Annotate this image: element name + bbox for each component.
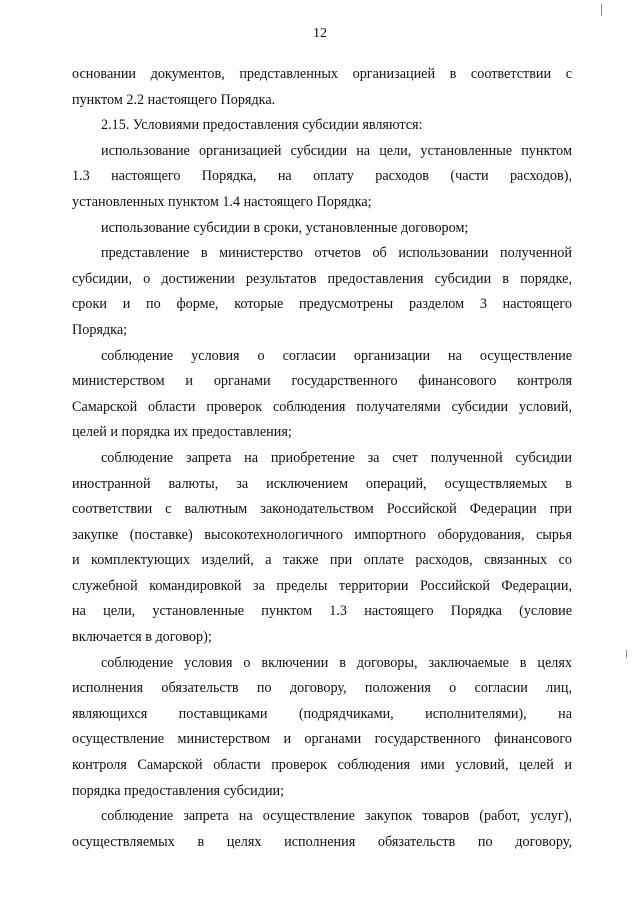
text-line: субсидии, о достижении результатов предоставления субсидии в порядке,	[72, 270, 572, 287]
paragraph	[72, 139, 572, 216]
paragraph	[72, 344, 572, 446]
scan-mark	[626, 650, 627, 658]
text-line: сроки и по форме, которые предусмотрены разделом 3 настоящего	[72, 296, 572, 313]
paragraph	[72, 216, 572, 242]
text-line: на цели, установленные пунктом 1.3 настоящего Порядка (условие	[72, 603, 572, 620]
text-line: Самарской области проверок соблюдения получателями субсидии условий,	[72, 398, 572, 415]
paragraph	[72, 651, 572, 805]
text-line: соблюдение условия о согласии организации на осуществление	[101, 347, 572, 364]
text-line: соответствии с валютным законодательством Российской Федерации при	[72, 501, 572, 518]
text-line: министерством и органами государственного финансового контроля	[72, 373, 572, 390]
text-line: соблюдение условия о включении в договоры, заключаемые в целях	[101, 654, 572, 671]
paragraph	[72, 241, 572, 343]
text-line: иностранной валюты, за исключением операций, осуществляемых в	[72, 475, 572, 492]
text-line: соблюдение запрета на осуществление закупок товаров (работ, услуг),	[101, 808, 572, 825]
paragraph	[72, 446, 572, 651]
text-line: использование субсидии в сроки, установленные договором;	[101, 219, 469, 236]
text-line: использование организацией субсидии на цели, установленные пунктом	[101, 142, 572, 159]
text-line: представление в министерство отчетов об использовании полученной	[101, 245, 572, 262]
text-line: контроля Самарской области проверок соблюдения ими условий, целей и	[72, 757, 572, 774]
text-line: Порядка;	[72, 321, 128, 338]
text-line: целей и порядка их предоставления;	[72, 424, 292, 441]
text-line: служебной командировкой за пределы территории Российской Федерации,	[72, 577, 572, 594]
text-line: осуществляемых в целях исполнения обязательств по договору,	[72, 833, 572, 850]
paragraph	[72, 62, 572, 113]
text-line: 1.3 настоящего Порядка, на оплату расходов (части расходов),	[72, 168, 572, 185]
paragraph	[72, 804, 572, 855]
paragraph	[72, 113, 572, 139]
scan-mark	[601, 4, 602, 16]
text-line: являющихся поставщиками (подрядчиками, исполнителями), на	[72, 705, 572, 722]
text-line: закупке (поставке) высокотехнологичного импортного оборудования, сырья	[72, 526, 572, 543]
text-line: основании документов, представленных организацией в соответствии с	[72, 66, 572, 82]
text-line: пунктом 2.2 настоящего Порядка.	[72, 91, 276, 108]
document-body	[72, 62, 572, 855]
text-line: порядка предоставления субсидии;	[72, 782, 285, 799]
text-line: включается в договор);	[72, 629, 212, 646]
page-number: 12	[313, 26, 327, 41]
text-line: исполнения обязательств по договору, положения о согласии лиц,	[72, 680, 572, 697]
text-line: осуществление министерством и органами государственного финансового	[72, 731, 572, 748]
text-line: соблюдение запрета на приобретение за счет полученной субсидии	[101, 449, 572, 466]
text-line: и комплектующих изделий, а также при оплате расходов, связанных со	[72, 552, 572, 569]
text-line: 2.15. Условиями предоставления субсидии являются:	[101, 117, 423, 134]
text-line: установленных пунктом 1.4 настоящего Порядка;	[72, 193, 372, 210]
